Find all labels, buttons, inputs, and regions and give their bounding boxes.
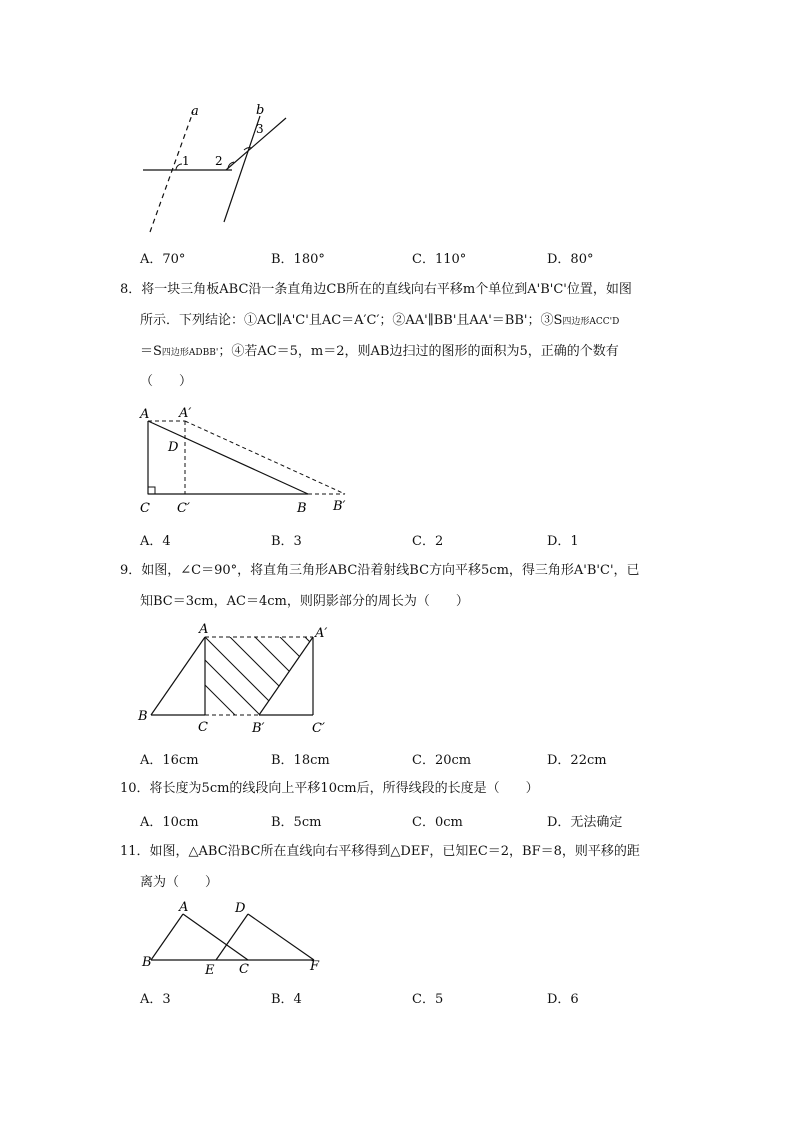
q10-option-c[interactable]: C．0cm	[412, 815, 463, 830]
q8-option-a[interactable]: A．4	[140, 534, 171, 549]
q8-option-d[interactable]: D．1	[547, 534, 579, 549]
q8-option-c[interactable]: C．2	[412, 534, 444, 549]
q9-stem-line1: 9．如图，∠C＝90°，将直角三角形ABC沿着射线BC方向平移5cm，得三角形A'B'C'，已	[120, 563, 640, 578]
q8-stem-line2-sub: 四边形ACC'D	[562, 317, 620, 327]
q9-label-A: A	[199, 622, 209, 637]
q7-label-b: b	[256, 103, 265, 118]
q9-stem-line2: 知BC＝3cm，AC＝4cm，则阴影部分的周长为（ ）	[140, 594, 469, 609]
q11-option-c[interactable]: C．5	[412, 992, 444, 1007]
q8-option-b[interactable]: B．3	[271, 534, 302, 549]
q7-option-b[interactable]: B．180°	[271, 252, 325, 267]
q8-stem-line3-text-a: ＝S	[140, 344, 162, 359]
q7-label-a: a	[191, 104, 199, 119]
q11-option-a[interactable]: A．3	[140, 992, 171, 1007]
q9-label-C: C	[198, 720, 208, 735]
q7-option-a[interactable]: A．70°	[140, 252, 186, 267]
q10-stem-line1: 10．将长度为5cm的线段向上平移10cm后，所得线段的长度是（ ）	[120, 781, 539, 796]
q9-option-a[interactable]: A．16cm	[140, 753, 199, 768]
q11-option-b[interactable]: B．4	[271, 992, 302, 1007]
q11-stem-line1: 11．如图，△ABC沿BC所在直线向右平移得到△DEF，已知EC＝2，BF＝8，则平移的距	[120, 844, 640, 859]
q7-label-3: 3	[256, 122, 264, 136]
q8-label-D: D	[168, 440, 179, 455]
q11-label-D: D	[235, 901, 246, 916]
q9-option-b[interactable]: B．18cm	[271, 753, 330, 768]
q10-option-a[interactable]: A．10cm	[140, 815, 199, 830]
q8-label-A1: A′	[179, 406, 192, 421]
q11-option-d[interactable]: D．6	[547, 992, 579, 1007]
q8-stem-line2-text: 所示．下列结论：①AC∥A'C'且AC＝A′C′；②AA'∥BB'且AA'＝BB'；③S	[140, 313, 563, 328]
q8-label-B1: B′	[333, 499, 346, 514]
q11-label-C: C	[239, 962, 249, 977]
q10-option-b[interactable]: B．5cm	[271, 815, 322, 830]
q10-option-d[interactable]: D．无法确定	[547, 815, 623, 830]
q7-option-d[interactable]: D．80°	[547, 252, 594, 267]
q8-stem-line1: 8．将一块三角板ABC沿一条直角边CB所在的直线向右平移m个单位到A'B'C'位置，如图	[120, 282, 632, 297]
q7-option-c[interactable]: C．110°	[412, 252, 467, 267]
q8-stem-line3-sub: 四边形ADBB'	[161, 348, 219, 358]
q9-label-B1: B′	[252, 721, 265, 736]
q9-label-B: B	[138, 709, 148, 724]
q7-label-1: 1	[182, 154, 190, 168]
q8-label-C1: C′	[177, 501, 190, 516]
q8-stem-line4: （ ）	[140, 374, 193, 389]
q11-label-E: E	[205, 963, 215, 978]
q8-label-C: C	[140, 501, 150, 516]
q9-label-C1: C′	[312, 721, 325, 736]
q11-label-F: F	[310, 959, 320, 974]
q11-label-B: B	[142, 955, 152, 970]
q9-option-c[interactable]: C．20cm	[412, 753, 472, 768]
q8-label-A: A	[140, 407, 150, 422]
q9-label-A1: A′	[315, 626, 328, 641]
q7-label-2: 2	[215, 154, 223, 168]
q9-option-d[interactable]: D．22cm	[547, 753, 607, 768]
q11-label-A: A	[179, 900, 189, 915]
q8-label-B: B	[297, 501, 307, 516]
q8-stem-line3-text-b: ；④若AC＝5，m＝2，则AB边扫过的图形的面积为5，正确的个数有	[218, 344, 619, 359]
q11-stem-line2: 离为（ ）	[140, 875, 219, 890]
